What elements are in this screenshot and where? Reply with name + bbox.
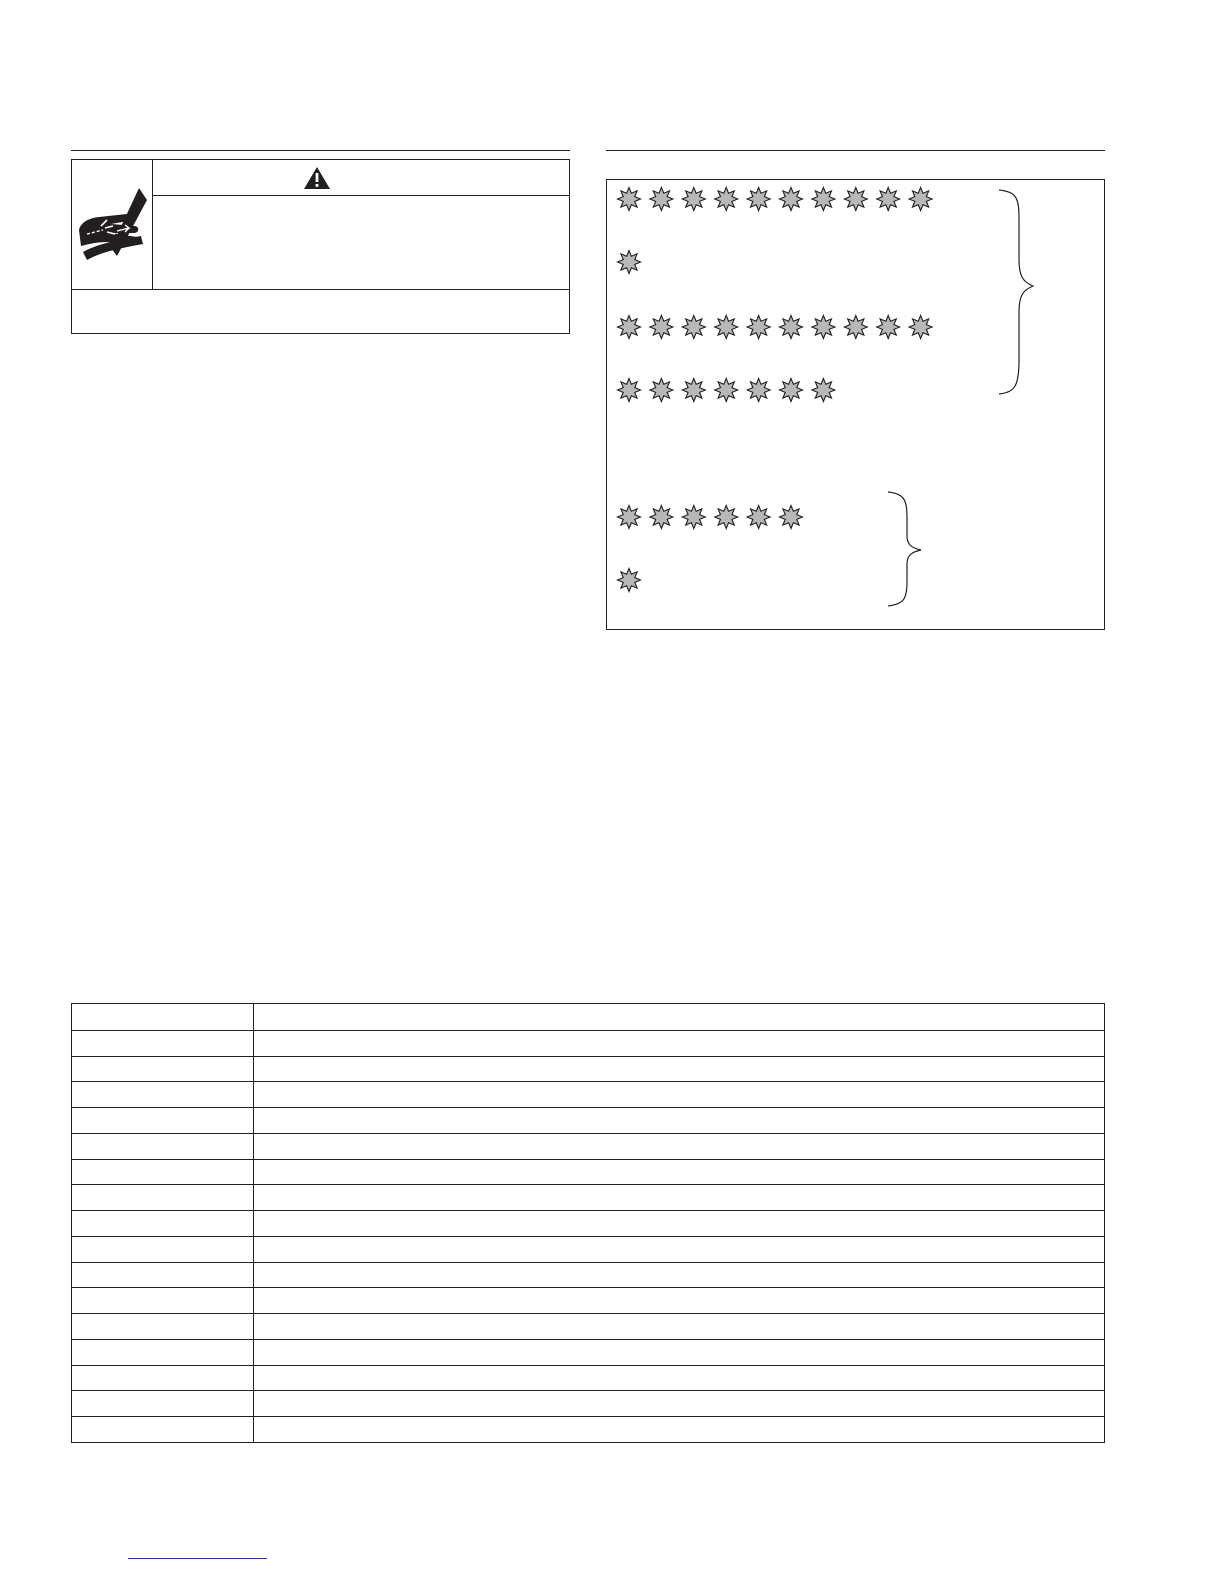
star-marker bbox=[747, 316, 770, 339]
star-marker bbox=[780, 188, 803, 211]
warning-triangle-icon bbox=[303, 166, 331, 190]
star-marker bbox=[650, 316, 673, 339]
warning-header-divider bbox=[152, 195, 570, 196]
table-row bbox=[72, 1287, 1104, 1313]
table-row bbox=[72, 1107, 1104, 1133]
table-row bbox=[72, 1236, 1104, 1262]
table-cell bbox=[254, 1237, 1104, 1262]
star-marker bbox=[618, 188, 641, 211]
star-diagram-box bbox=[606, 179, 1105, 630]
star-marker bbox=[682, 506, 705, 529]
table-cell bbox=[72, 1417, 254, 1442]
table-cell bbox=[254, 1340, 1104, 1365]
star-diagram bbox=[607, 180, 1104, 629]
star-marker bbox=[715, 379, 738, 402]
table-cell bbox=[254, 1057, 1104, 1082]
table-cell bbox=[72, 1031, 254, 1056]
star-marker bbox=[715, 188, 738, 211]
star-marker bbox=[780, 316, 803, 339]
table-cell bbox=[254, 1314, 1104, 1339]
table-cell bbox=[72, 1211, 254, 1236]
table-row bbox=[72, 1313, 1104, 1339]
star-marker bbox=[747, 188, 770, 211]
table-row bbox=[72, 1365, 1104, 1391]
footer-link-rule bbox=[128, 1558, 267, 1559]
star-marker bbox=[618, 569, 641, 592]
table-cell bbox=[72, 1288, 254, 1313]
star-marker bbox=[747, 506, 770, 529]
table-cell bbox=[254, 1417, 1104, 1442]
star-marker bbox=[682, 188, 705, 211]
table-row bbox=[72, 1081, 1104, 1107]
table-cell bbox=[254, 1211, 1104, 1236]
table-cell bbox=[254, 1366, 1104, 1391]
table-cell bbox=[72, 1185, 254, 1210]
data-table bbox=[71, 1003, 1105, 1443]
star-marker bbox=[618, 316, 641, 339]
star-marker bbox=[812, 379, 835, 402]
star-marker bbox=[682, 316, 705, 339]
table-row bbox=[72, 1030, 1104, 1056]
star-marker bbox=[618, 379, 641, 402]
table-cell bbox=[72, 1366, 254, 1391]
table-row bbox=[72, 1133, 1104, 1159]
table-cell bbox=[72, 1160, 254, 1185]
warning-icon-divider bbox=[152, 160, 153, 289]
table-row bbox=[72, 1184, 1104, 1210]
table-cell bbox=[254, 1031, 1104, 1056]
star-marker bbox=[780, 506, 803, 529]
table-row bbox=[72, 1416, 1104, 1442]
warning-box bbox=[71, 159, 570, 334]
table-row bbox=[72, 1004, 1104, 1030]
star-marker bbox=[650, 506, 673, 529]
table-cell bbox=[254, 1134, 1104, 1159]
table-cell bbox=[254, 1082, 1104, 1107]
star-marker bbox=[618, 251, 641, 274]
star-marker bbox=[844, 316, 867, 339]
table-cell bbox=[254, 1288, 1104, 1313]
star-marker bbox=[877, 188, 900, 211]
table-row bbox=[72, 1390, 1104, 1416]
table-cell bbox=[72, 1108, 254, 1133]
table-cell bbox=[72, 1340, 254, 1365]
star-marker bbox=[618, 506, 641, 529]
star-marker bbox=[877, 316, 900, 339]
hand-injection-hazard-icon bbox=[77, 186, 149, 262]
star-marker bbox=[650, 188, 673, 211]
table-cell bbox=[72, 1134, 254, 1159]
table-cell bbox=[72, 1082, 254, 1107]
right-section-rule bbox=[606, 150, 1105, 151]
table-row bbox=[72, 1159, 1104, 1185]
star-marker bbox=[682, 379, 705, 402]
table-cell bbox=[72, 1237, 254, 1262]
star-marker bbox=[844, 188, 867, 211]
table-cell bbox=[254, 1263, 1104, 1288]
table-cell bbox=[254, 1160, 1104, 1185]
table-cell bbox=[72, 1391, 254, 1416]
table-cell bbox=[254, 1108, 1104, 1133]
table-cell bbox=[72, 1263, 254, 1288]
table-cell bbox=[254, 1185, 1104, 1210]
star-marker bbox=[780, 379, 803, 402]
star-marker bbox=[812, 316, 835, 339]
star-marker bbox=[747, 379, 770, 402]
table-row bbox=[72, 1210, 1104, 1236]
table-row bbox=[72, 1339, 1104, 1365]
left-section-rule bbox=[71, 150, 570, 151]
star-marker bbox=[909, 188, 932, 211]
table-row bbox=[72, 1056, 1104, 1082]
warning-footer-divider bbox=[72, 289, 570, 290]
grouping-brace bbox=[888, 492, 921, 606]
table-cell bbox=[254, 1391, 1104, 1416]
star-marker bbox=[909, 316, 932, 339]
star-marker bbox=[715, 316, 738, 339]
star-marker bbox=[812, 188, 835, 211]
table-cell bbox=[72, 1314, 254, 1339]
grouping-brace bbox=[999, 190, 1033, 394]
table-cell bbox=[254, 1004, 1104, 1030]
table-row bbox=[72, 1262, 1104, 1288]
star-marker bbox=[650, 379, 673, 402]
star-marker bbox=[715, 506, 738, 529]
table-cell bbox=[72, 1004, 254, 1030]
table-cell bbox=[72, 1057, 254, 1082]
